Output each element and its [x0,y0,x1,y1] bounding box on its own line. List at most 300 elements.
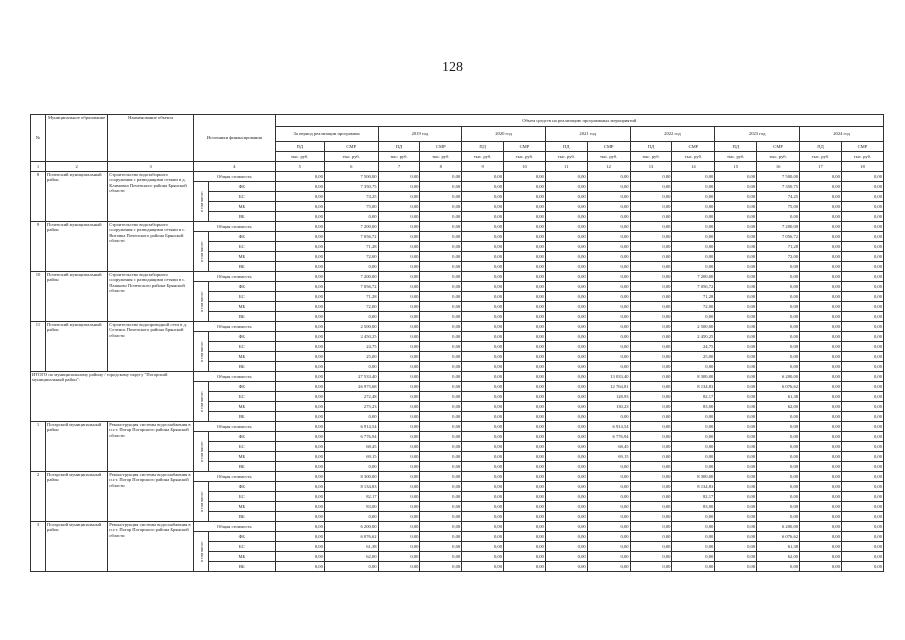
column-number: 8 [420,162,462,172]
value-cell: 0,00 [715,192,757,202]
value-cell: 0,00 [545,472,587,482]
value-cell: 0,00 [841,532,883,542]
value-cell: 72,00 [672,302,715,312]
column-number: 14 [672,162,715,172]
value-cell: 7 500,00 [324,172,378,182]
value-cell: 0,00 [378,272,420,282]
value-cell: 0,00 [757,332,800,342]
value-cell: 0,00 [587,282,630,292]
value-cell: 0,00 [715,392,757,402]
value-cell: 0,00 [715,172,757,182]
value-cell: 8 134,83 [672,482,715,492]
table-row [31,222,884,232]
value-cell: 0,00 [504,202,546,212]
source-label: ФБ [209,382,276,392]
value-cell: 0,00 [630,182,672,192]
value-cell: 0,00 [504,252,546,262]
value-cell: 0,00 [672,532,715,542]
value-cell: 0,00 [841,562,883,572]
value-cell: 0,00 [672,512,715,522]
including-label: в том числе: [194,532,209,572]
unit-label: тыс. руб. [504,152,546,162]
source-label: БС [209,342,276,352]
value-cell: 0,00 [800,542,842,552]
value-cell: 0,00 [378,432,420,442]
source-label: БС [209,192,276,202]
total-cost-label: Общая стоимость [194,272,276,282]
value-cell: 0,00 [504,392,546,402]
value-cell: 0,00 [275,192,324,202]
table-row [31,172,884,182]
value-cell: 0,00 [378,282,420,292]
value-cell: 0,00 [800,352,842,362]
year-header: 2024 год [800,127,884,142]
value-cell: 0,00 [800,222,842,232]
value-cell: 0,00 [378,332,420,342]
value-cell: 0,00 [800,392,842,402]
value-cell: 61,38 [324,542,378,552]
value-cell: 0,00 [275,542,324,552]
value-cell: 0,00 [757,292,800,302]
value-cell: 0,00 [800,182,842,192]
col-object-header: Наименование объекта [108,115,194,162]
value-cell: 0,00 [630,412,672,422]
value-cell: 0,00 [420,362,462,372]
row-index: 2 [31,472,46,522]
value-cell: 0,00 [275,282,324,292]
value-cell: 0,00 [545,342,587,352]
source-label: ФБ [209,182,276,192]
value-cell: 27 533,40 [324,372,378,382]
value-cell: 0,00 [841,442,883,452]
value-cell: 0,00 [275,452,324,462]
total-cost-label: Общая стоимость [194,172,276,182]
value-cell: 0,00 [545,302,587,312]
value-cell: 0,00 [545,502,587,512]
value-cell: 0,00 [420,512,462,522]
column-number: 2 [46,162,108,172]
value-cell: 0,00 [462,552,504,562]
value-cell: 0,00 [504,232,546,242]
value-cell: 0,00 [672,212,715,222]
value-cell: 0,00 [504,402,546,412]
value-cell: 0,00 [630,342,672,352]
value-cell: 0,00 [715,432,757,442]
value-cell: 0,00 [672,522,715,532]
value-cell: 0,00 [504,312,546,322]
value-cell: 0,00 [672,262,715,272]
value-cell: 0,00 [587,542,630,552]
value-cell: 0,00 [462,172,504,182]
municipality-cell: Почепский муниципальный район [46,222,108,272]
source-label: БС [209,242,276,252]
value-cell: 0,00 [275,402,324,412]
value-cell: 0,00 [587,272,630,282]
value-cell: 0,00 [462,352,504,362]
value-cell: 0,00 [630,212,672,222]
value-cell: 0,00 [378,192,420,202]
value-cell: 0,00 [275,262,324,272]
col-funding-header: Объем средств на реализацию программных мероприятий [275,115,883,127]
value-cell: 0,00 [504,452,546,462]
value-cell: 0,00 [715,522,757,532]
value-cell: 0,00 [275,532,324,542]
value-cell: 6 076,62 [757,382,800,392]
value-cell: 0,00 [630,272,672,282]
value-cell: 0,00 [800,512,842,522]
value-cell: 0,00 [757,442,800,452]
value-cell: 0,00 [462,392,504,402]
value-cell: 0,00 [841,492,883,502]
value-cell: 0,00 [587,252,630,262]
value-cell: 0,00 [672,182,715,192]
source-label: БС [209,442,276,452]
table-row [31,322,884,332]
object-cell: Строительство водозаборного сооружения с разводящими сетями в с. Витовка Почепского района Брянской области [108,222,194,272]
value-cell: 0,00 [841,552,883,562]
value-cell: 0,00 [378,372,420,382]
value-cell: 0,00 [462,182,504,192]
value-cell: 0,00 [630,522,672,532]
value-cell: 0,00 [800,192,842,202]
value-cell: 75,00 [757,202,800,212]
value-cell: 0,00 [587,262,630,272]
value-cell: 0,00 [800,332,842,342]
value-cell: 0,00 [462,412,504,422]
value-cell: 0,00 [545,202,587,212]
value-cell: 0,00 [504,172,546,182]
value-cell: 0,00 [504,552,546,562]
value-cell: 0,00 [275,562,324,572]
value-cell: 0,00 [462,272,504,282]
value-cell: 0,00 [587,552,630,562]
value-cell: 0,00 [587,222,630,232]
value-cell: 0,00 [324,512,378,522]
municipality-cell: Почепский муниципальный район [46,272,108,322]
value-cell: 0,00 [378,202,420,212]
value-cell: 0,00 [462,532,504,542]
value-cell: 0,00 [378,222,420,232]
row-index: 11 [31,322,46,372]
column-number: 13 [630,162,672,172]
value-cell: 0,00 [587,512,630,522]
value-cell: 0,00 [800,432,842,442]
value-cell: 0,00 [420,352,462,362]
value-cell: 0,00 [800,482,842,492]
value-cell: 0,00 [841,222,883,232]
source-label: ВБ [209,362,276,372]
value-cell: 71,28 [757,242,800,252]
value-cell: 7 056,72 [757,232,800,242]
value-cell: 0,00 [545,252,587,262]
year-header: 2021 год [545,127,630,142]
value-cell: 0,00 [378,452,420,462]
value-cell: 0,00 [504,362,546,372]
value-cell: 7 350,75 [757,182,800,192]
value-cell: 0,00 [630,532,672,542]
column-number: 15 [715,162,757,172]
value-cell: 0,00 [545,262,587,272]
value-cell: 0,00 [800,372,842,382]
value-cell: 0,00 [672,222,715,232]
column-number: 4 [194,162,276,172]
value-cell: 7 056,72 [324,282,378,292]
value-cell: 0,00 [462,332,504,342]
value-cell: 0,00 [275,362,324,372]
value-cell: 0,00 [545,362,587,372]
value-cell: 0,00 [841,332,883,342]
value-cell: 0,00 [275,312,324,322]
value-cell: 0,00 [757,272,800,282]
value-cell: 0,00 [462,342,504,352]
value-cell: 0,00 [462,432,504,442]
source-label: БС [209,392,276,402]
value-cell: 0,00 [504,462,546,472]
value-cell: 6 776,94 [324,432,378,442]
value-cell: 0,00 [715,442,757,452]
source-label: ВБ [209,462,276,472]
value-cell: 0,00 [504,502,546,512]
value-cell: 71,28 [672,292,715,302]
including-label: в том числе: [194,182,209,222]
value-cell: 0,00 [841,412,883,422]
value-cell: 0,00 [545,172,587,182]
pd-header: ПД [715,142,757,152]
value-cell: 71,28 [324,292,378,302]
value-cell: 0,00 [324,412,378,422]
col-municipality-header: Муниципальное образование [46,115,108,162]
value-cell: 0,00 [630,432,672,442]
value-cell: 0,00 [715,562,757,572]
column-number: 3 [108,162,194,172]
value-cell: 0,00 [757,212,800,222]
value-cell: 0,00 [275,412,324,422]
value-cell: 0,00 [545,322,587,332]
value-cell: 12 764,81 [587,382,630,392]
column-number: 12 [587,162,630,172]
pd-header: ПД [462,142,504,152]
value-cell: 0,00 [462,322,504,332]
value-cell: 8 134,83 [672,382,715,392]
value-cell: 0,00 [545,382,587,392]
source-label: ФБ [209,282,276,292]
value-cell: 69,15 [587,452,630,462]
value-cell: 0,00 [275,522,324,532]
value-cell: 0,00 [757,422,800,432]
value-cell: 0,00 [275,172,324,182]
value-cell: 0,00 [378,532,420,542]
value-cell: 0,00 [841,512,883,522]
unit-label: тыс. руб. [841,152,883,162]
value-cell: 0,00 [545,552,587,562]
value-cell: 0,00 [504,342,546,352]
value-cell: 0,00 [587,302,630,312]
value-cell: 0,00 [378,562,420,572]
value-cell: 0,00 [715,282,757,292]
value-cell: 0,00 [587,352,630,362]
value-cell: 0,00 [587,292,630,302]
value-cell: 0,00 [587,242,630,252]
value-cell: 0,00 [462,502,504,512]
value-cell: 0,00 [275,502,324,512]
value-cell: 0,00 [378,212,420,222]
total-cost-label: Общая стоимость [194,472,276,482]
value-cell: 0,00 [630,542,672,552]
value-cell: 6 914,54 [587,422,630,432]
including-label: в том числе: [194,382,209,422]
value-cell: 0,00 [275,382,324,392]
value-cell: 0,00 [545,292,587,302]
value-cell: 0,00 [630,232,672,242]
value-cell: 0,00 [800,522,842,532]
value-cell: 0,00 [545,192,587,202]
value-cell: 0,00 [672,432,715,442]
value-cell: 0,00 [715,502,757,512]
value-cell: 0,00 [462,562,504,572]
value-cell: 0,00 [800,252,842,262]
row-index: 9 [31,222,46,272]
source-label: ВБ [209,262,276,272]
value-cell: 0,00 [841,462,883,472]
value-cell: 0,00 [545,232,587,242]
year-header: 2022 год [630,127,715,142]
value-cell: 0,00 [420,452,462,462]
value-cell: 0,00 [462,262,504,272]
value-cell: 0,00 [841,362,883,372]
value-cell: 0,00 [715,242,757,252]
value-cell: 0,00 [420,432,462,442]
value-cell: 0,00 [800,402,842,412]
column-number: 16 [757,162,800,172]
value-cell: 0,00 [275,322,324,332]
value-cell: 0,00 [800,552,842,562]
value-cell: 0,00 [841,402,883,412]
value-cell: 0,00 [545,222,587,232]
value-cell: 0,00 [420,412,462,422]
value-cell: 0,00 [715,542,757,552]
value-cell: 0,00 [630,222,672,232]
value-cell: 0,00 [462,212,504,222]
value-cell: 0,00 [504,532,546,542]
value-cell: 83,00 [672,502,715,512]
smr-header: СМР [504,142,546,152]
value-cell: 0,00 [420,482,462,492]
value-cell: 0,00 [420,192,462,202]
value-cell: 0,00 [378,402,420,412]
value-cell: 0,00 [715,532,757,542]
value-cell: 0,00 [715,352,757,362]
pd-header: ПД [545,142,587,152]
value-cell: 0,00 [462,372,504,382]
column-number: 7 [378,162,420,172]
value-cell: 0,00 [462,482,504,492]
value-cell: 0,00 [672,242,715,252]
total-row [31,372,884,382]
value-cell: 0,00 [504,492,546,502]
value-cell: 0,00 [324,262,378,272]
value-cell: 72,00 [757,252,800,262]
value-cell: 0,00 [504,222,546,232]
value-cell: 0,00 [462,232,504,242]
value-cell: 0,00 [800,172,842,182]
value-cell: 0,00 [378,182,420,192]
value-cell: 0,00 [545,442,587,452]
object-cell: Строительство водопроводной сети в д. Селенск Почепского района Брянской области [108,322,194,372]
source-label: ВБ [209,562,276,572]
value-cell: 0,00 [841,192,883,202]
value-cell: 0,00 [545,282,587,292]
source-label: ФБ [209,432,276,442]
total-cost-label: Общая стоимость [194,322,276,332]
value-cell: 0,00 [504,292,546,302]
value-cell: 0,00 [841,342,883,352]
column-number: 6 [324,162,378,172]
value-cell: 130,23 [587,402,630,412]
value-cell: 0,00 [378,492,420,502]
value-cell: 0,00 [275,222,324,232]
value-cell: 0,00 [841,242,883,252]
value-cell: 0,00 [545,482,587,492]
value-cell: 0,00 [715,422,757,432]
value-cell: 0,00 [378,462,420,472]
value-cell: 0,00 [630,472,672,482]
value-cell: 0,00 [275,352,324,362]
value-cell: 0,00 [800,532,842,542]
value-cell: 0,00 [841,232,883,242]
value-cell: 0,00 [841,502,883,512]
value-cell: 0,00 [800,212,842,222]
value-cell: 2 450,25 [324,332,378,342]
value-cell: 62,00 [324,552,378,562]
value-cell: 0,00 [672,552,715,562]
value-cell: 0,00 [672,452,715,462]
including-label: в том числе: [194,482,209,522]
value-cell: 0,00 [378,322,420,332]
value-cell: 0,00 [462,282,504,292]
value-cell: 0,00 [378,352,420,362]
source-label: БС [209,542,276,552]
value-cell: 0,00 [841,172,883,182]
value-cell: 0,00 [672,172,715,182]
value-cell: 0,00 [545,182,587,192]
value-cell: 2 450,25 [672,332,715,342]
value-cell: 0,00 [841,262,883,272]
value-cell: 0,00 [545,212,587,222]
value-cell: 0,00 [545,272,587,282]
value-cell: 0,00 [715,312,757,322]
value-cell: 0,00 [378,262,420,272]
col-no-header: № [31,115,46,162]
value-cell: 74,25 [757,192,800,202]
value-cell: 0,00 [630,312,672,322]
unit-label: тыс. руб. [545,152,587,162]
value-cell: 0,00 [757,352,800,362]
value-cell: 0,00 [715,382,757,392]
value-cell: 0,00 [420,222,462,232]
value-cell: 0,00 [630,332,672,342]
value-cell: 0,00 [378,422,420,432]
value-cell: 0,00 [420,322,462,332]
value-cell: 0,00 [545,242,587,252]
value-cell: 0,00 [420,462,462,472]
value-cell: 0,00 [504,192,546,202]
value-cell: 0,00 [715,302,757,312]
smr-header: СМР [757,142,800,152]
value-cell: 0,00 [324,212,378,222]
object-cell: Строительство водозаборного сооружения с разводящими сетями в с. Пашково Почепского района Брянской области [108,272,194,322]
value-cell: 0,00 [504,282,546,292]
value-cell: 69,15 [324,452,378,462]
